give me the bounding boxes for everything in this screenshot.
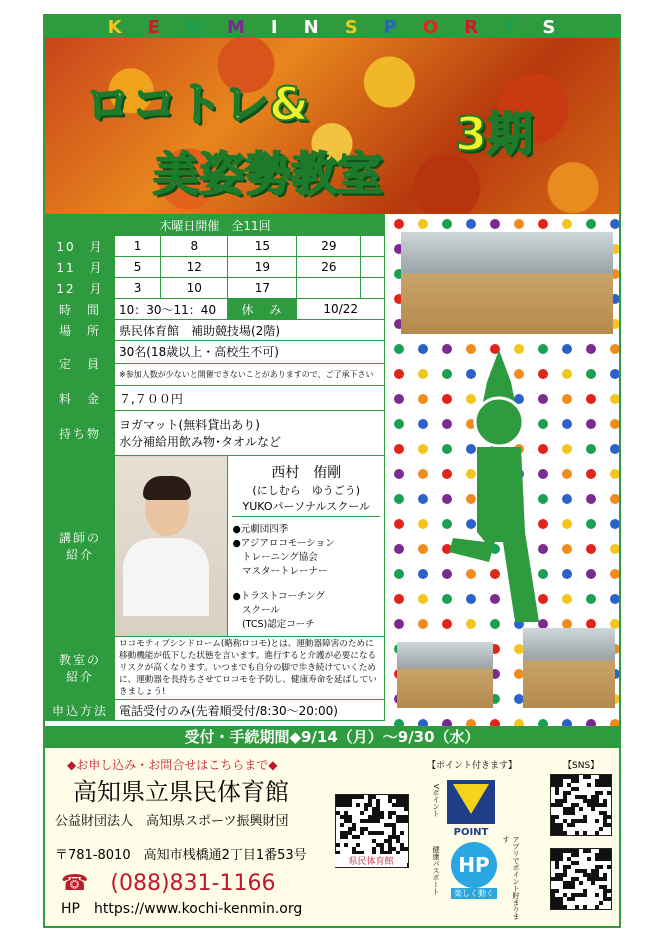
capacity-value: 30名(18歳以上・高校生不可) [115, 341, 385, 364]
qr-module [563, 831, 567, 835]
qr-module [591, 807, 595, 811]
health-passport-logo: HP [451, 842, 497, 888]
day-cell: 1 [115, 236, 161, 257]
fee-value: ７,７００円 [115, 386, 385, 411]
header-letter: I [270, 16, 279, 38]
polka-dot [418, 469, 428, 479]
phone-number[interactable]: ☎ (088)831-1166 [61, 871, 276, 896]
qr-module [599, 901, 603, 905]
polka-dot [466, 219, 476, 229]
qr-module [563, 873, 567, 877]
polka-dot [394, 219, 404, 229]
qr-module [583, 893, 587, 897]
class-label: 教室の 紹介 [46, 637, 115, 700]
kenmin-sports-bar [45, 16, 619, 38]
month-label: 11 月 [46, 257, 115, 278]
polka-dot [418, 219, 428, 229]
polka-dot [610, 419, 619, 429]
polka-dot [418, 344, 428, 354]
polka-dot [418, 544, 428, 554]
class-value: ロコモティブシンドローム(略称ロコモ)とは、運動器障害のために移動機能が低下した状態を言います。進行すると介護が必要になるリスクが高くなります。いつまでも自分の脚で歩き続けていくために、運動器を長持ちさせてロコモを予防し、健康寿命を延ばしていきましょう! [115, 637, 385, 700]
polka-dot [586, 394, 596, 404]
day-cell: 5 [115, 257, 161, 278]
qr-module [607, 783, 611, 787]
qr-module [575, 787, 579, 791]
polka-dot [394, 619, 404, 629]
rest-label: 休 み [228, 299, 297, 320]
qr-module [559, 857, 563, 861]
polka-dot [394, 569, 404, 579]
polka-dot [586, 469, 596, 479]
polka-dot [610, 544, 619, 554]
qr-module [599, 827, 603, 831]
polka-dot [418, 719, 428, 726]
polka-dot [418, 419, 428, 429]
hero-banner [45, 38, 619, 214]
qr-module [555, 889, 559, 893]
day-cell: 3 [115, 278, 161, 299]
flyer-frame [43, 14, 621, 928]
image-column [385, 214, 619, 726]
polka-dot [586, 544, 596, 554]
polka-dot [610, 444, 619, 454]
qr-module [587, 849, 591, 853]
qr-module [607, 889, 611, 893]
qr-module [567, 791, 571, 795]
polka-dot [418, 444, 428, 454]
month-row-dec [46, 278, 385, 299]
day-cell: 10 [161, 278, 228, 299]
polka-dot [610, 594, 619, 604]
photo-hair [143, 476, 191, 500]
day-cell [361, 278, 385, 299]
capacity-note: ※参加人数が少ないと開催できないことがありますので、ご了承下さい [115, 363, 385, 386]
qr-module [583, 819, 587, 823]
polka-dot [490, 219, 500, 229]
qr-module [404, 847, 408, 851]
day-cell: 8 [161, 236, 228, 257]
items-label: 持ち物 [46, 411, 115, 456]
qr-module [360, 795, 364, 799]
header-letter: N [185, 16, 202, 38]
polka-dot [442, 719, 452, 726]
polka-dot [418, 494, 428, 504]
qr-module [352, 827, 356, 831]
qr-module [587, 857, 591, 861]
polka-dot [490, 719, 500, 726]
v-mark-icon [453, 784, 489, 814]
polka-dot [394, 344, 404, 354]
health-passport-caption: 楽しく動く [451, 888, 497, 899]
apply-value: 電話受付のみ(先着順受付/8:30～20:00) [115, 700, 385, 721]
header-letter: N [303, 16, 320, 38]
polka-dot [586, 519, 596, 529]
qr-module [360, 811, 364, 815]
instructor-bio: ●元劇団四季 ●アジアロコモーション トレーニング協会 マスタートレーナー ●トラストコーチング スクール (TCS)認定コーチ [232, 524, 335, 630]
month-label: 12 月 [46, 278, 115, 299]
schedule-heading: 木曜日開催 全11回 [46, 215, 385, 236]
qr-module [571, 823, 575, 827]
qr-module [587, 775, 591, 779]
polka-dot [610, 569, 619, 579]
qr-module [595, 831, 599, 835]
day-cell: 12 [161, 257, 228, 278]
org-name: 高知県立県民体育館 [73, 778, 289, 806]
qr-module [595, 819, 599, 823]
polka-dot [394, 369, 404, 379]
polka-dot [610, 369, 619, 379]
deadline-banner: 受付・手続期間◆9/14（月）～9/30（水） [45, 726, 619, 748]
instructor-kana: (にしむら ゆうごう) [252, 484, 361, 497]
header-letter: P [383, 16, 398, 38]
term-label: 3期 [455, 107, 534, 161]
qr-module [336, 843, 340, 847]
time-label: 時 間 [46, 299, 115, 320]
qr-module [356, 843, 360, 847]
qr-code-instagram[interactable] [550, 774, 612, 836]
instructor-photo [115, 456, 228, 637]
polka-dot [466, 719, 476, 726]
polka-dot [586, 494, 596, 504]
polka-dot [514, 219, 524, 229]
polka-dot [394, 519, 404, 529]
qr-module [607, 815, 611, 819]
polka-dot [394, 444, 404, 454]
qr-module [344, 843, 348, 847]
qr-module [388, 815, 392, 819]
day-cell: 29 [297, 236, 361, 257]
qr-module [563, 799, 567, 803]
qr-module [607, 823, 611, 827]
qr-module [603, 803, 607, 807]
polka-dot [562, 719, 572, 726]
qr-module [380, 831, 384, 835]
instructor-info [228, 456, 385, 637]
day-cell [297, 278, 361, 299]
v-side-label: Vポイント [432, 784, 440, 817]
polka-dot [394, 719, 404, 726]
qr-module [356, 835, 360, 839]
qr-module [575, 831, 579, 835]
qr-caption: 県民体育館 [335, 854, 407, 867]
day-cell: 26 [297, 257, 361, 278]
qr-module [555, 865, 559, 869]
org-parent: 公益財団法人 高知県スポーツ振興財団 [55, 814, 289, 829]
qr-module [603, 877, 607, 881]
footer [45, 748, 619, 926]
health-side-label: 健康パスポート [432, 846, 440, 895]
header-letter: S [542, 16, 557, 38]
title-line1: ロコトレ& [85, 77, 310, 131]
qr-module [404, 819, 408, 823]
qr-module [607, 897, 611, 901]
polka-dot [586, 444, 596, 454]
photo-shirt [123, 538, 209, 616]
schedule-table [45, 214, 385, 721]
point-heading: 【ポイント付きます】 [427, 761, 518, 771]
day-cell: 17 [228, 278, 297, 299]
polka-dot [610, 344, 619, 354]
polka-dot [394, 594, 404, 604]
polka-dot [418, 594, 428, 604]
time-value: 10：30～11：40 [115, 299, 228, 320]
title-line2: 美姿勢教室 [153, 147, 383, 201]
qr-module [607, 791, 611, 795]
polka-dot [586, 219, 596, 229]
qr-module [571, 885, 575, 889]
polka-dot [586, 569, 596, 579]
qr-module [579, 881, 583, 885]
items-line1: ヨガマット(無料貸出あり) [119, 418, 260, 432]
polka-dot [562, 219, 572, 229]
qr-module [376, 819, 380, 823]
polka-dot [514, 719, 524, 726]
month-row-nov [46, 257, 385, 278]
header-letter: S [344, 16, 359, 38]
header-letter: E [147, 16, 161, 38]
fee-label: 料 金 [46, 386, 115, 411]
qr-module [599, 791, 603, 795]
polka-dot [442, 219, 452, 229]
v-point-logo [447, 780, 495, 838]
gym-photo-top [401, 232, 613, 334]
instructor-org: YUKOパーソナルスクール [232, 498, 380, 517]
polka-dot [418, 394, 428, 404]
qr-module [344, 835, 348, 839]
qr-module [607, 865, 611, 869]
qr-module [563, 905, 567, 909]
sns-heading: 【SNS】 [563, 761, 600, 771]
app-side-label: アプリでポイント貯まります [502, 836, 520, 920]
rest-value: 10/22 [297, 299, 385, 320]
qr-module [583, 831, 587, 835]
polka-dot [394, 469, 404, 479]
contact-heading: ◆お申し込み・お問合せはこちらまで◆ [67, 758, 278, 772]
day-cell: 19 [228, 257, 297, 278]
qr-module [364, 807, 368, 811]
qr-module [575, 861, 579, 865]
qr-module [555, 791, 559, 795]
polka-dot [394, 394, 404, 404]
day-cell [361, 236, 385, 257]
items-line2: 水分補給用飲み物･タオルなど [119, 435, 282, 449]
homepage-link[interactable]: HP https://www.kochi-kenmin.org [61, 901, 303, 917]
qr-module [583, 905, 587, 909]
month-row-oct [46, 236, 385, 257]
qr-module [360, 831, 364, 835]
qr-module [555, 815, 559, 819]
day-cell: 15 [228, 236, 297, 257]
polka-dot [538, 719, 548, 726]
polka-dot [394, 419, 404, 429]
qr-module [380, 815, 384, 819]
polka-dot [610, 219, 619, 229]
capacity-label: 定 員 [46, 341, 115, 386]
polka-dot [418, 619, 428, 629]
polka-dot [394, 494, 404, 504]
qr-module [571, 897, 575, 901]
header-letter: R [464, 16, 480, 38]
qr-module [400, 831, 404, 835]
qr-module [571, 811, 575, 815]
qr-module [404, 807, 408, 811]
instructor-label: 講師の 紹介 [46, 456, 115, 637]
polka-dot [418, 519, 428, 529]
header-letter: T [504, 16, 518, 38]
polka-dot [418, 569, 428, 579]
polka-dot [586, 369, 596, 379]
qr-code-facebook[interactable] [550, 848, 612, 910]
qr-module [575, 853, 579, 857]
month-label: 10 月 [46, 236, 115, 257]
header-letter: M [227, 16, 246, 38]
place-value: 県民体育館 補助競技場(2階) [115, 320, 385, 341]
qr-module [348, 803, 352, 807]
qr-module [595, 893, 599, 897]
qr-module [591, 881, 595, 885]
qr-module [567, 865, 571, 869]
qr-module [607, 857, 611, 861]
polka-dot [610, 494, 619, 504]
header-letter: K [107, 16, 123, 38]
qr-module [579, 807, 583, 811]
qr-module [559, 783, 563, 787]
apply-label: 申込方法 [46, 700, 115, 721]
qr-module [575, 905, 579, 909]
items-value [115, 411, 385, 456]
polka-dot [394, 544, 404, 554]
qr-module [595, 905, 599, 909]
qr-module [340, 823, 344, 827]
polka-dot [586, 344, 596, 354]
polka-dot [586, 594, 596, 604]
qr-module [575, 779, 579, 783]
gym-photo-left [397, 642, 493, 708]
v-point-label: POINT [453, 827, 489, 838]
day-cell [361, 257, 385, 278]
qr-module [356, 803, 360, 807]
polka-dot [610, 519, 619, 529]
polka-dot [586, 419, 596, 429]
polka-dot [610, 719, 619, 726]
polka-dot [586, 719, 596, 726]
header-letter: O [422, 16, 440, 38]
place-label: 場 所 [46, 320, 115, 341]
address: 〒781-8010 高知市桟橋通2丁目1番53号 [55, 848, 307, 863]
tree-pose-figure-icon [429, 342, 569, 632]
polka-dot [538, 219, 548, 229]
qr-module [599, 865, 603, 869]
polka-dot [610, 469, 619, 479]
polka-dot [418, 369, 428, 379]
qr-module [587, 783, 591, 787]
gym-photo-right [523, 628, 615, 708]
instructor-name: 西村 侑剛 [271, 465, 342, 481]
polka-dot [610, 394, 619, 404]
